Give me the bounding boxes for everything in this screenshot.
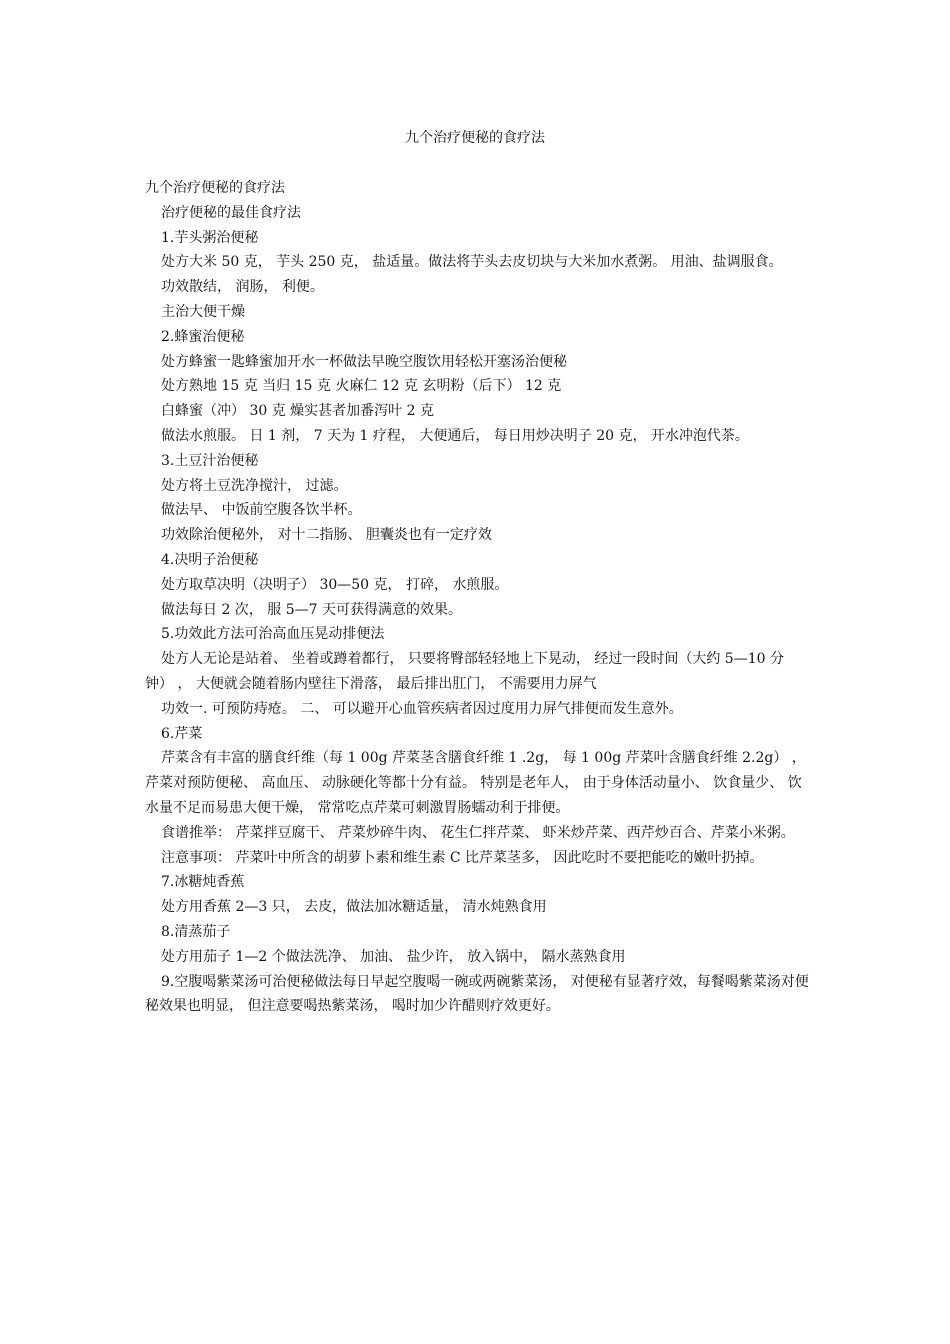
paragraph: 2.蜂蜜治便秘 [161, 328, 245, 345]
paragraph: 处方用茄子 1—2 个做法洗净、 加油、 盐少许， 放入锅中， 隔水蒸熟食用 [161, 948, 626, 965]
paragraph: 处方蜂蜜一匙蜂蜜加开水一杯做法早晚空腹饮用轻松开塞汤治便秘 [161, 353, 567, 370]
paragraph: 功效一. 可预防痔疮。 二、 可以避开心血管疾病者因过度用力屏气排便而发生意外。 [161, 700, 683, 717]
paragraph: 芹菜含有丰富的膳食纤维（每 1 00g 芹菜茎含膳食纤维 1 .2g， 每 1 00g 芹菜叶含膳食纤维 2.2g） ， 芹菜对预防便秘、 高血压、 动脉硬化等都十分有益。 特别是老年人， 由于身体活动量小、 饮食量少、 饮水量不足而易患大便干燥， 常常吃点芹菜可刺激胃肠蠕动利于排便。 [145, 750, 806, 816]
paragraph: 5.功效此方法可治高血压晃动排便法 [161, 626, 385, 643]
paragraph: 处方大米 50 克， 芋头 250 克， 盐适量。做法将芋头去皮切块与大米加水煮粥。 用油、盐调服食。 [161, 254, 783, 271]
paragraph: 九个治疗便秘的食疗法 [145, 180, 285, 196]
document-body [145, 176, 810, 1019]
paragraph: 8.清蒸茄子 [161, 923, 231, 940]
paragraph: 治疗便秘的最佳食疗法 [161, 204, 301, 221]
paragraph: 白蜂蜜（冲） 30 克 燥实甚者加番泻叶 2 克 [161, 403, 434, 420]
paragraph: 注意事项： 芹菜叶中所含的胡萝卜素和维生素 C 比芹菜茎多， 因此吃时不要把能吃的嫩叶扔掉。 [161, 849, 764, 866]
paragraph: 做法每日 2 次， 服 5—7 天可获得满意的效果。 [161, 601, 462, 618]
paragraph: 处方人无论是站着、 坐着或蹲着都行， 只要将臀部轻轻地上下晃动， 经过一段时间（大约 5—10 分钟） ， 大便就会随着肠内壁往下滑落， 最后排出肛门， 不需要用力屏气 [145, 651, 784, 692]
paragraph: 4.决明子治便秘 [161, 551, 259, 568]
paragraph: 处方用香蕉 2—3 只， 去皮，做法加冰糖适量， 清水炖熟食用 [161, 899, 547, 916]
paragraph: 功效除治便秘外， 对十二指肠、 胆囊炎也有一定疗效 [161, 527, 492, 544]
paragraph: 做法早、 中饭前空腹各饮半杯。 [161, 502, 362, 519]
paragraph: 7.冰糖炖香蕉 [161, 874, 245, 891]
paragraph: 处方熟地 15 克 当归 15 克 火麻仁 12 克 玄明粉（后下） 12 克 [161, 378, 562, 395]
paragraph: 主治大便干燥 [161, 303, 245, 320]
paragraph: 做法水煎服。 日 1 剂， 7 天为 1 疗程， 大便通后， 每日用炒决明子 20 克， 开水冲泡代茶。 [161, 427, 749, 444]
document-title: 九个治疗便秘的食疗法 [405, 130, 545, 146]
paragraph: 食谱推举： 芹菜拌豆腐干、 芹菜炒碎牛肉、 花生仁拌芹菜、 虾米炒芹菜、西芹炒百合、芹菜小米粥。 [161, 824, 795, 841]
paragraph: 6.芹菜 [161, 725, 203, 742]
paragraph: 处方取草决明（决明子） 30—50 克， 打碎， 水煎服。 [161, 576, 509, 593]
paragraph: 3.土豆汁治便秘 [161, 452, 259, 469]
paragraph: 功效散结， 润肠， 利便。 [161, 279, 324, 296]
paragraph: 1.芋头粥治便秘 [161, 229, 259, 246]
paragraph: 9.空腹喝紫菜汤可治便秘做法每日早起空腹喝一碗或两碗紫菜汤， 对便秘有显著疗效，每餐喝紫菜汤对便秘效果也明显， 但注意要喝热紫菜汤， 喝时加少许醋则疗效更好。 [145, 973, 809, 1015]
paragraph: 处方将土豆洗净搅汁， 过滤。 [161, 477, 348, 494]
